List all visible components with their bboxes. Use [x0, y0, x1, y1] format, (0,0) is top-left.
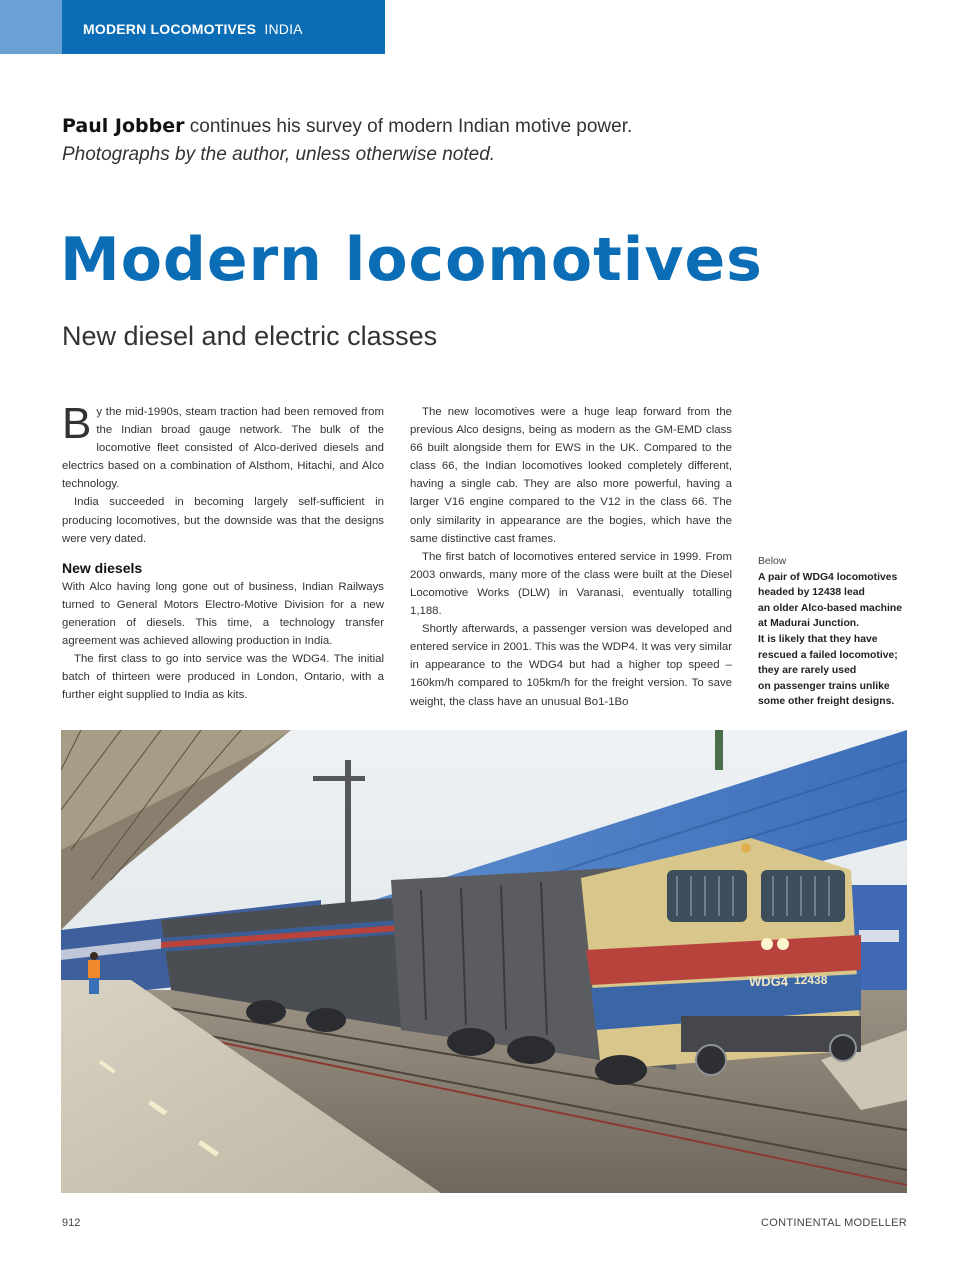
paragraph: With Alco having long gone out of business, Indian Railways turned to General Motors Electro-Motive Division for a new generation of diesels. This time, a technology transfer agreement was achieved allowing production in India. [62, 580, 384, 648]
article-subtitle: New diesel and electric classes [62, 321, 438, 351]
section-header [83, 21, 303, 37]
caption-label: Below [758, 556, 787, 567]
paragraph: The first batch of locomotives entered service in 1999. From 2003 onwards, many more of the class were built at the Diesel Locomotive Works (DLW) in Varanasi, eventually totalling 1,188. [410, 550, 732, 618]
magazine-name: CONTINENTAL MODELLER [761, 1217, 907, 1229]
section-name: MODERN LOCOMOTIVES [83, 21, 257, 37]
photo-caption [758, 554, 918, 710]
loco-class-marking: WDG4 [749, 974, 788, 989]
body-column-2 [410, 403, 732, 711]
paragraph: The new locomotives were a huge leap forward from the previous Alco designs, being as modern as the GM-EMD class 66 built alongside them for EWS in the UK. Compared to the class 66, the Indian locomotives looked completely different, having a single cab. They are also more powerful, having a larger V16 engine compared to the V12 in the class 66. The only similarity in appearance are the bogies, which have the same distinctive cast frames. [410, 406, 732, 545]
photo-credit: Photographs by the author, unless otherwise noted. [62, 144, 496, 165]
drop-cap: B [62, 399, 92, 448]
section-heading: New diesels [62, 559, 143, 576]
intro-lead: continues his survey of modern Indian motive power. [184, 116, 633, 137]
paragraph: The first class to go into service was the WDG4. The initial batch of thirteen were produced in London, Ontario, with a further eight supplied to India as kits. [62, 653, 384, 702]
page-number: 912 [62, 1217, 81, 1229]
author-name: Paul Jobber [62, 115, 185, 137]
locomotive-photo [61, 730, 907, 1193]
paragraph-text: y the mid-1990s, steam traction had been removed from the Indian broad gauge network. The bulk of the locomotive fleet consisted of Alco-derived diesels and electrics based on a combination of Alsthom, Hitachi, and Alco technology. [62, 406, 384, 491]
article-intro [62, 112, 912, 169]
body-column-1 [62, 399, 384, 704]
article-title: Modern locomotives [60, 225, 763, 295]
header-accent-block [0, 0, 62, 54]
paragraph: Shortly afterwards, a passenger version was developed and entered service in 2001. This was the WDP4. It was very similar in appearance to the WDG4 but had a higher top speed – 160km/h compared to 105km/h for the freight version. To save weight, the class have an unusual Bo1-1Bo [410, 623, 732, 708]
paragraph [62, 399, 384, 493]
caption-text: A pair of WDG4 locomotives headed by 12438 lead an older Alco-based machine at Madurai Junction. It is likely that they have rescued a failed locomotive; they are rarely used on passenger trains unlike some other freight designs. [758, 571, 902, 708]
section-region: INDIA [264, 21, 303, 37]
paragraph: India succeeded in becoming largely self-sufficient in producing locomotives, but the downside was that the designs were very dated. [62, 496, 384, 545]
loco-number-marking: 12438 [794, 973, 828, 987]
locomotive-illustration [61, 730, 907, 1193]
